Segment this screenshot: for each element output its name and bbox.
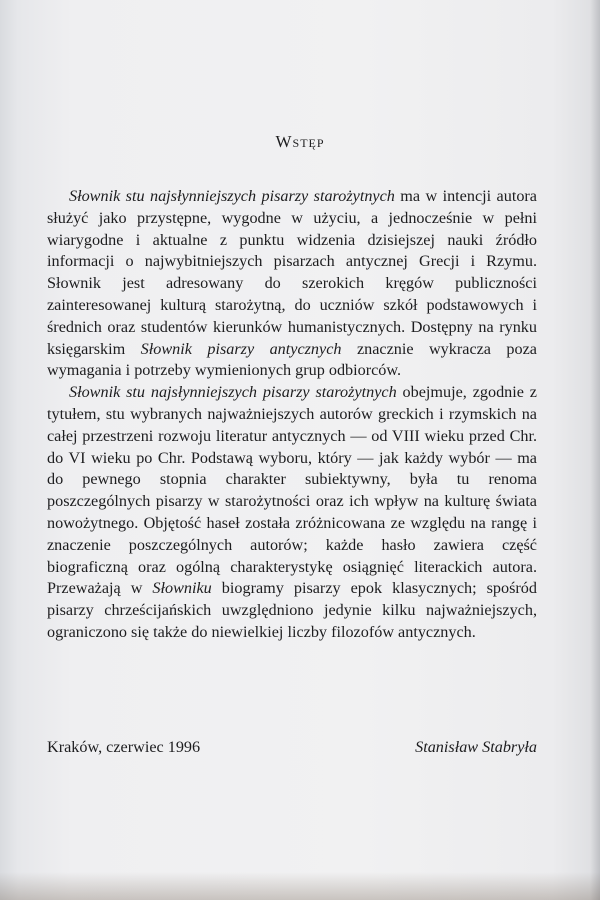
signature-block [47,738,537,762]
body-text [47,186,537,644]
book-title: Słownik stu najsłynniejszych pisarzy starożytnych [69,187,395,205]
author-name: Stanisław Stabryła [415,738,537,756]
paragraph-2-text-b: biogramy pisarzy epok klasycznych; spośród pisarzy chrześcijańskich uwzględniono jedynie kilku najważniejszych, ograniczono się także do niewielkiej liczby filozofów antycznych. [47,579,537,641]
paragraph-2-text-a: obejmuje, zgodnie z tytułem, stu wybranych najważniejszych autorów greckich i rzymskich na całej przestrzeni rozwoju literatur antycznych — od VIII wieku przed Chr. do VI wieku po Chr. Podstawą wyboru, który — jak każdy wybór — ma do pewnego stopnia charakter subiektywny, była tu renoma poszczególnych pisarzy w starożytności oraz ich wpływ na kulturę świata nowożytnego. Objętość haseł została zróżnicowana ze względu na rangę i znaczenie poszczególnych autorów; każde hasło zawiera część biograficzną oraz ogólną charakterystykę osiągnięć literackich autora. Przeważają w [47,383,537,598]
paragraph-1-text-b: znacznie wykracza poza wymagania i potrzeby wymienionych grup odbiorców. [47,339,537,380]
book-title-2: Słownik pisarzy antycznych [140,339,342,358]
place-and-date: Kraków, czerwiec 1996 [47,738,201,756]
paragraph-1-text-a: ma w intencji autora służyć jako przystępne, wygodne w użyciu, a jednocześnie w pełni wiarygodne i aktualne z punktu widzenia dzisiejszej nauki źródło informacji o najwybitniejszych pisarzach antycznej Grecji i Rzymu. Słownik jest adresowany do szerokich kręgów publiczności zainteresowanej kulturą starożytną, do uczniów szkół podstawowych i średnich oraz studentów kierunków humanistycznych. Dostępny na rynku księgarskim [47,187,537,358]
book-title: Słownik stu najsłynniejszych pisarzy starożytnych [69,383,397,402]
dictionary-word: Słowniku [152,579,212,598]
page-title: Wstęp [275,132,325,151]
page-bottom-shadow [0,872,600,900]
paragraph-2 [47,382,537,644]
paragraph-1 [47,186,537,382]
